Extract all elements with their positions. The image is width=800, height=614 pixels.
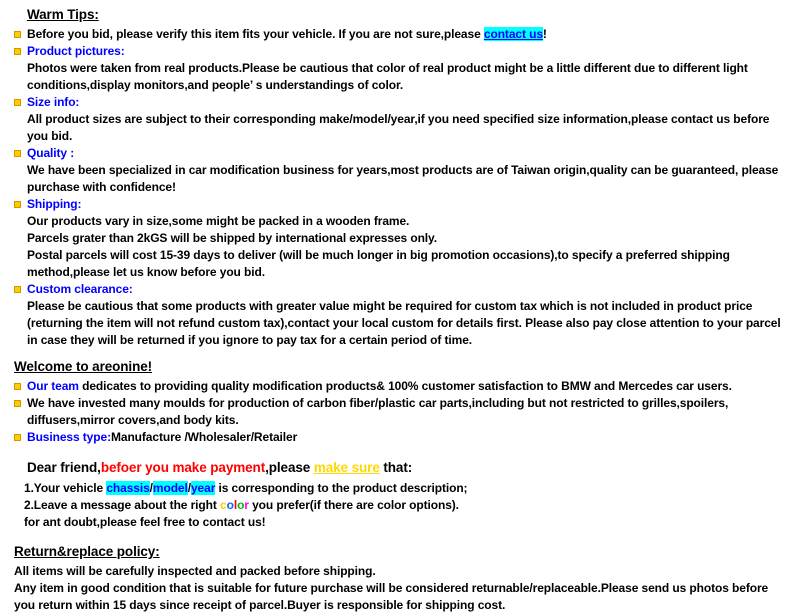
slash-text: / [187, 481, 191, 495]
return-policy-line: All items will be carefully inspected and packed before shipping. [14, 564, 376, 578]
please-text: ,please [265, 460, 314, 475]
business-type-value: Manufacture /Wholesaler/Retailer [110, 430, 298, 444]
tip-header-product-pictures: Product pictures: [27, 44, 125, 58]
moulds-text: We have invested many moulds for production of carbon fiber/plastic car parts,including but not restricted to grilles,spoilers, diffusers,mirror covers,and body kits. [27, 396, 729, 427]
tip-body-line: Photos were taken from real products.Please be cautious that color of real product might be a little different due to different light conditions,display monitors,and people’ s understandings of color. [27, 61, 748, 92]
tip-product-pictures [14, 43, 788, 94]
line1-post-text: is corresponding to the product description; [215, 481, 468, 495]
our-team-label: Our team [27, 379, 79, 393]
bullet-icon [14, 48, 21, 55]
bullet-icon [14, 150, 21, 157]
payment-reminder [14, 458, 788, 531]
payment-line-chassis [24, 480, 788, 497]
our-team-line [27, 378, 788, 395]
that-text: that: [379, 460, 413, 475]
color-letter: r [244, 498, 249, 512]
model-highlight: model [152, 481, 188, 495]
warm-tips-title: Warm Tips: [27, 7, 99, 22]
tip-body-line: All product sizes are subject to their corresponding make/model/year,if you need specified size information,please contact us before you bid. [27, 112, 770, 143]
tip-quality [14, 145, 788, 196]
tip-body-line: We have been specialized in car modification business for years,most products are of Taiwan origin,quality can be guaranteed, please purchase with confidence! [27, 163, 779, 194]
tip-header-quality: Quality : [27, 146, 75, 160]
tip-body-line: Parcels grater than 2kGS will be shipped by international expresses only. [27, 231, 437, 245]
bullet-icon [14, 286, 21, 293]
bullet-icon [14, 383, 21, 390]
tip-header-shipping: Shipping: [27, 197, 82, 211]
chassis-highlight: chassis [106, 481, 150, 495]
bullet-icon [14, 99, 21, 106]
contact-us-link[interactable]: contact us [483, 27, 543, 41]
verify-post-text: ! [542, 27, 547, 41]
return-policy-line: Any item in good condition that is suitable for future purchase will be considered returnable/replaceable.Please send us photos before you return within 15 days since receipt of parcel.Buyer is responsible for shipping cost. [14, 581, 769, 612]
line2-post-text: you prefer(if there are color options). [248, 498, 459, 512]
color-letter: o [237, 498, 245, 512]
year-highlight: year [190, 481, 216, 495]
tip-header-custom-clearance: Custom clearance: [27, 282, 133, 296]
tip-shipping [14, 196, 788, 281]
tip-custom-clearance [14, 281, 788, 349]
business-type-line [27, 429, 788, 446]
make-sure-text: make sure [313, 460, 380, 475]
tip-verify-text [27, 26, 788, 43]
payment-headline [27, 458, 788, 477]
color-letter: o [226, 498, 234, 512]
tip-body-line: Postal parcels will cost 15-39 days to deliver (will be much longer in big promotion occasions),to specify a preferred shipping method,please let us know before you bid. [27, 248, 730, 279]
business-type-label: Business type: [27, 430, 111, 444]
our-team-text: dedicates to providing quality modification products& 100% customer satisfaction to BMW and Mercedes car users. [78, 379, 732, 393]
bullet-icon [14, 201, 21, 208]
bullet-icon [14, 31, 21, 38]
tip-header-size-info: Size info: [27, 95, 80, 109]
payment-line-color [24, 497, 788, 514]
tip-size-info [14, 94, 788, 145]
verify-pre-text: Before you bid, please verify this item fits your vehicle. If you are not sure,please [27, 27, 484, 41]
line1-pre-text: 1.Your vehicle [24, 481, 107, 495]
tip-body-line: Our products vary in size,some might be packed in a wooden frame. [27, 214, 410, 228]
welcome-moulds [14, 395, 788, 429]
welcome-business-type [14, 429, 788, 446]
return-policy-title: Return&replace policy: [14, 544, 160, 559]
welcome-our-team [14, 378, 788, 395]
before-payment-warning-text: befoer you make payment [100, 460, 266, 475]
bullet-icon [14, 400, 21, 407]
slash-text: / [149, 481, 153, 495]
payment-line-doubt: for ant doubt,please feel free to contact us! [24, 515, 266, 529]
tip-verify-fit [14, 26, 788, 43]
welcome-title: Welcome to areonine! [14, 359, 153, 374]
dear-friend-text: Dear friend, [27, 460, 101, 475]
bullet-icon [14, 434, 21, 441]
color-letter: l [233, 498, 238, 512]
line2-pre-text: 2.Leave a message about the right [24, 498, 221, 512]
color-letter: c [220, 498, 227, 512]
tip-body-line: Please be cautious that some products with greater value might be required for custom tax which is not included in product price (returning the item will not refund custom tax),contact your local custom for details first. Please also pay close attention to your parcel in case they will be returned if you ignore to pay tax for a certain period of time. [27, 299, 781, 347]
